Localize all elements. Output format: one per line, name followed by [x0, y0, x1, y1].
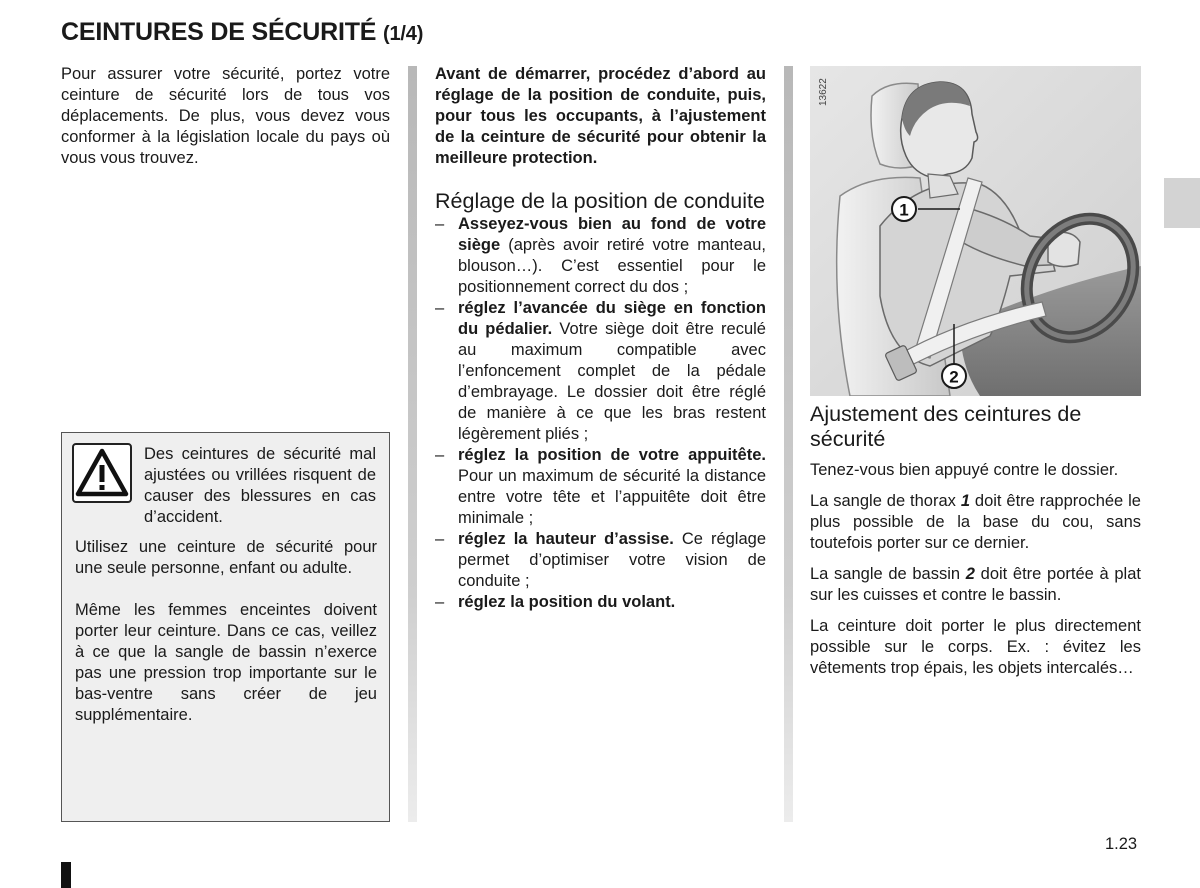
adjustment-list	[435, 214, 766, 613]
warning-box	[61, 432, 390, 822]
warning-text-1: Des ceintures de sécurité mal ajustées ou vrillées risquent de causer des blessures en cas d’accident.	[144, 445, 376, 526]
page-title	[61, 18, 423, 47]
figure-code: 13622	[818, 78, 829, 106]
warning-text-3: Même les femmes enceintes doivent porter leur ceinture. Dans ce cas, veillez à ce que la sangle de bassin n’exerce pas une pression trop importante sur le bas-ventre sans créer de jeu supplémentaire.	[75, 601, 377, 724]
middle-intro: Avant de démarrer, procédez d’abord au réglage de la position de conduite, puis, pour tous les occupants, à l’ajustement de la ceinture de sécurité pour obtenir la meilleure protection.	[435, 65, 766, 167]
section-heading-driving-position: Réglage de la position de conduite	[435, 189, 765, 213]
page-title-text: CEINTURES DE SÉCURITÉ	[61, 18, 377, 46]
column-divider-left	[408, 66, 417, 822]
seatbelt-illustration	[810, 66, 1141, 396]
page-number: 1.23	[1105, 835, 1138, 853]
paragraph-thorax-strap: La sangle de thorax 1 doit être rapprochée le plus possible de la base du cou, sans toutefois porter sur ce dernier.	[810, 492, 1141, 552]
list-item: – réglez la position de votre appuitête. Pour un maximum de sécurité la distance entre votre tête et l’appuitête doit être minimale ;	[435, 446, 766, 527]
paragraph-body-contact: La ceinture doit porter le plus directement possible sur le corps. Ex. : évitez les vêtements trop épais, les objets intercalés…	[810, 617, 1141, 677]
paragraph-backrest: Tenez-vous bien appuyé contre le dossier.	[810, 461, 1119, 479]
print-crop-mark	[61, 862, 71, 888]
left-intro: Pour assurer votre sécurité, portez votre ceinture de sécurité lors de tous vos déplacements. De plus, vous devez vous conformer à la législation locale du pays où vous vous trouvez.	[61, 65, 390, 167]
list-item: – réglez la hauteur d’assise. Ce réglage permet d’optimiser votre vision de conduite ;	[435, 530, 766, 590]
column-divider-right	[784, 66, 793, 822]
list-item: – réglez la position du volant.	[435, 593, 676, 611]
callout-1: 1	[899, 200, 909, 220]
list-item: – réglez l’avancée du siège en fonction du pédalier. Votre siège doit être reculé au maximum compatible avec l’enfoncement complet de la pédale d’embrayage. Le dossier doit être réglé de manière à ce que les bras restent légèrement pliés ;	[435, 299, 766, 443]
page-part: (1/4)	[383, 23, 424, 45]
callout-2: 2	[949, 367, 959, 387]
section-thumb-tab	[1164, 178, 1200, 228]
right-column	[810, 402, 1141, 679]
paragraph-lap-strap: La sangle de bassin 2 doit être portée à plat sur les cuisses et contre le bassin.	[810, 565, 1141, 604]
middle-column	[435, 64, 766, 613]
list-item: – Asseyez-vous bien au fond de votre siège (après avoir retiré votre manteau, blouson…). C’est essentiel pour le positionnement correct du dos ;	[435, 215, 766, 296]
warning-text-2: Utilisez une ceinture de sécurité pour une seule personne, enfant ou adulte.	[75, 538, 377, 577]
section-heading-belt-adjustment: Ajustement des ceintures de sécurité	[810, 402, 1082, 451]
warning-triangle-icon	[72, 443, 132, 503]
